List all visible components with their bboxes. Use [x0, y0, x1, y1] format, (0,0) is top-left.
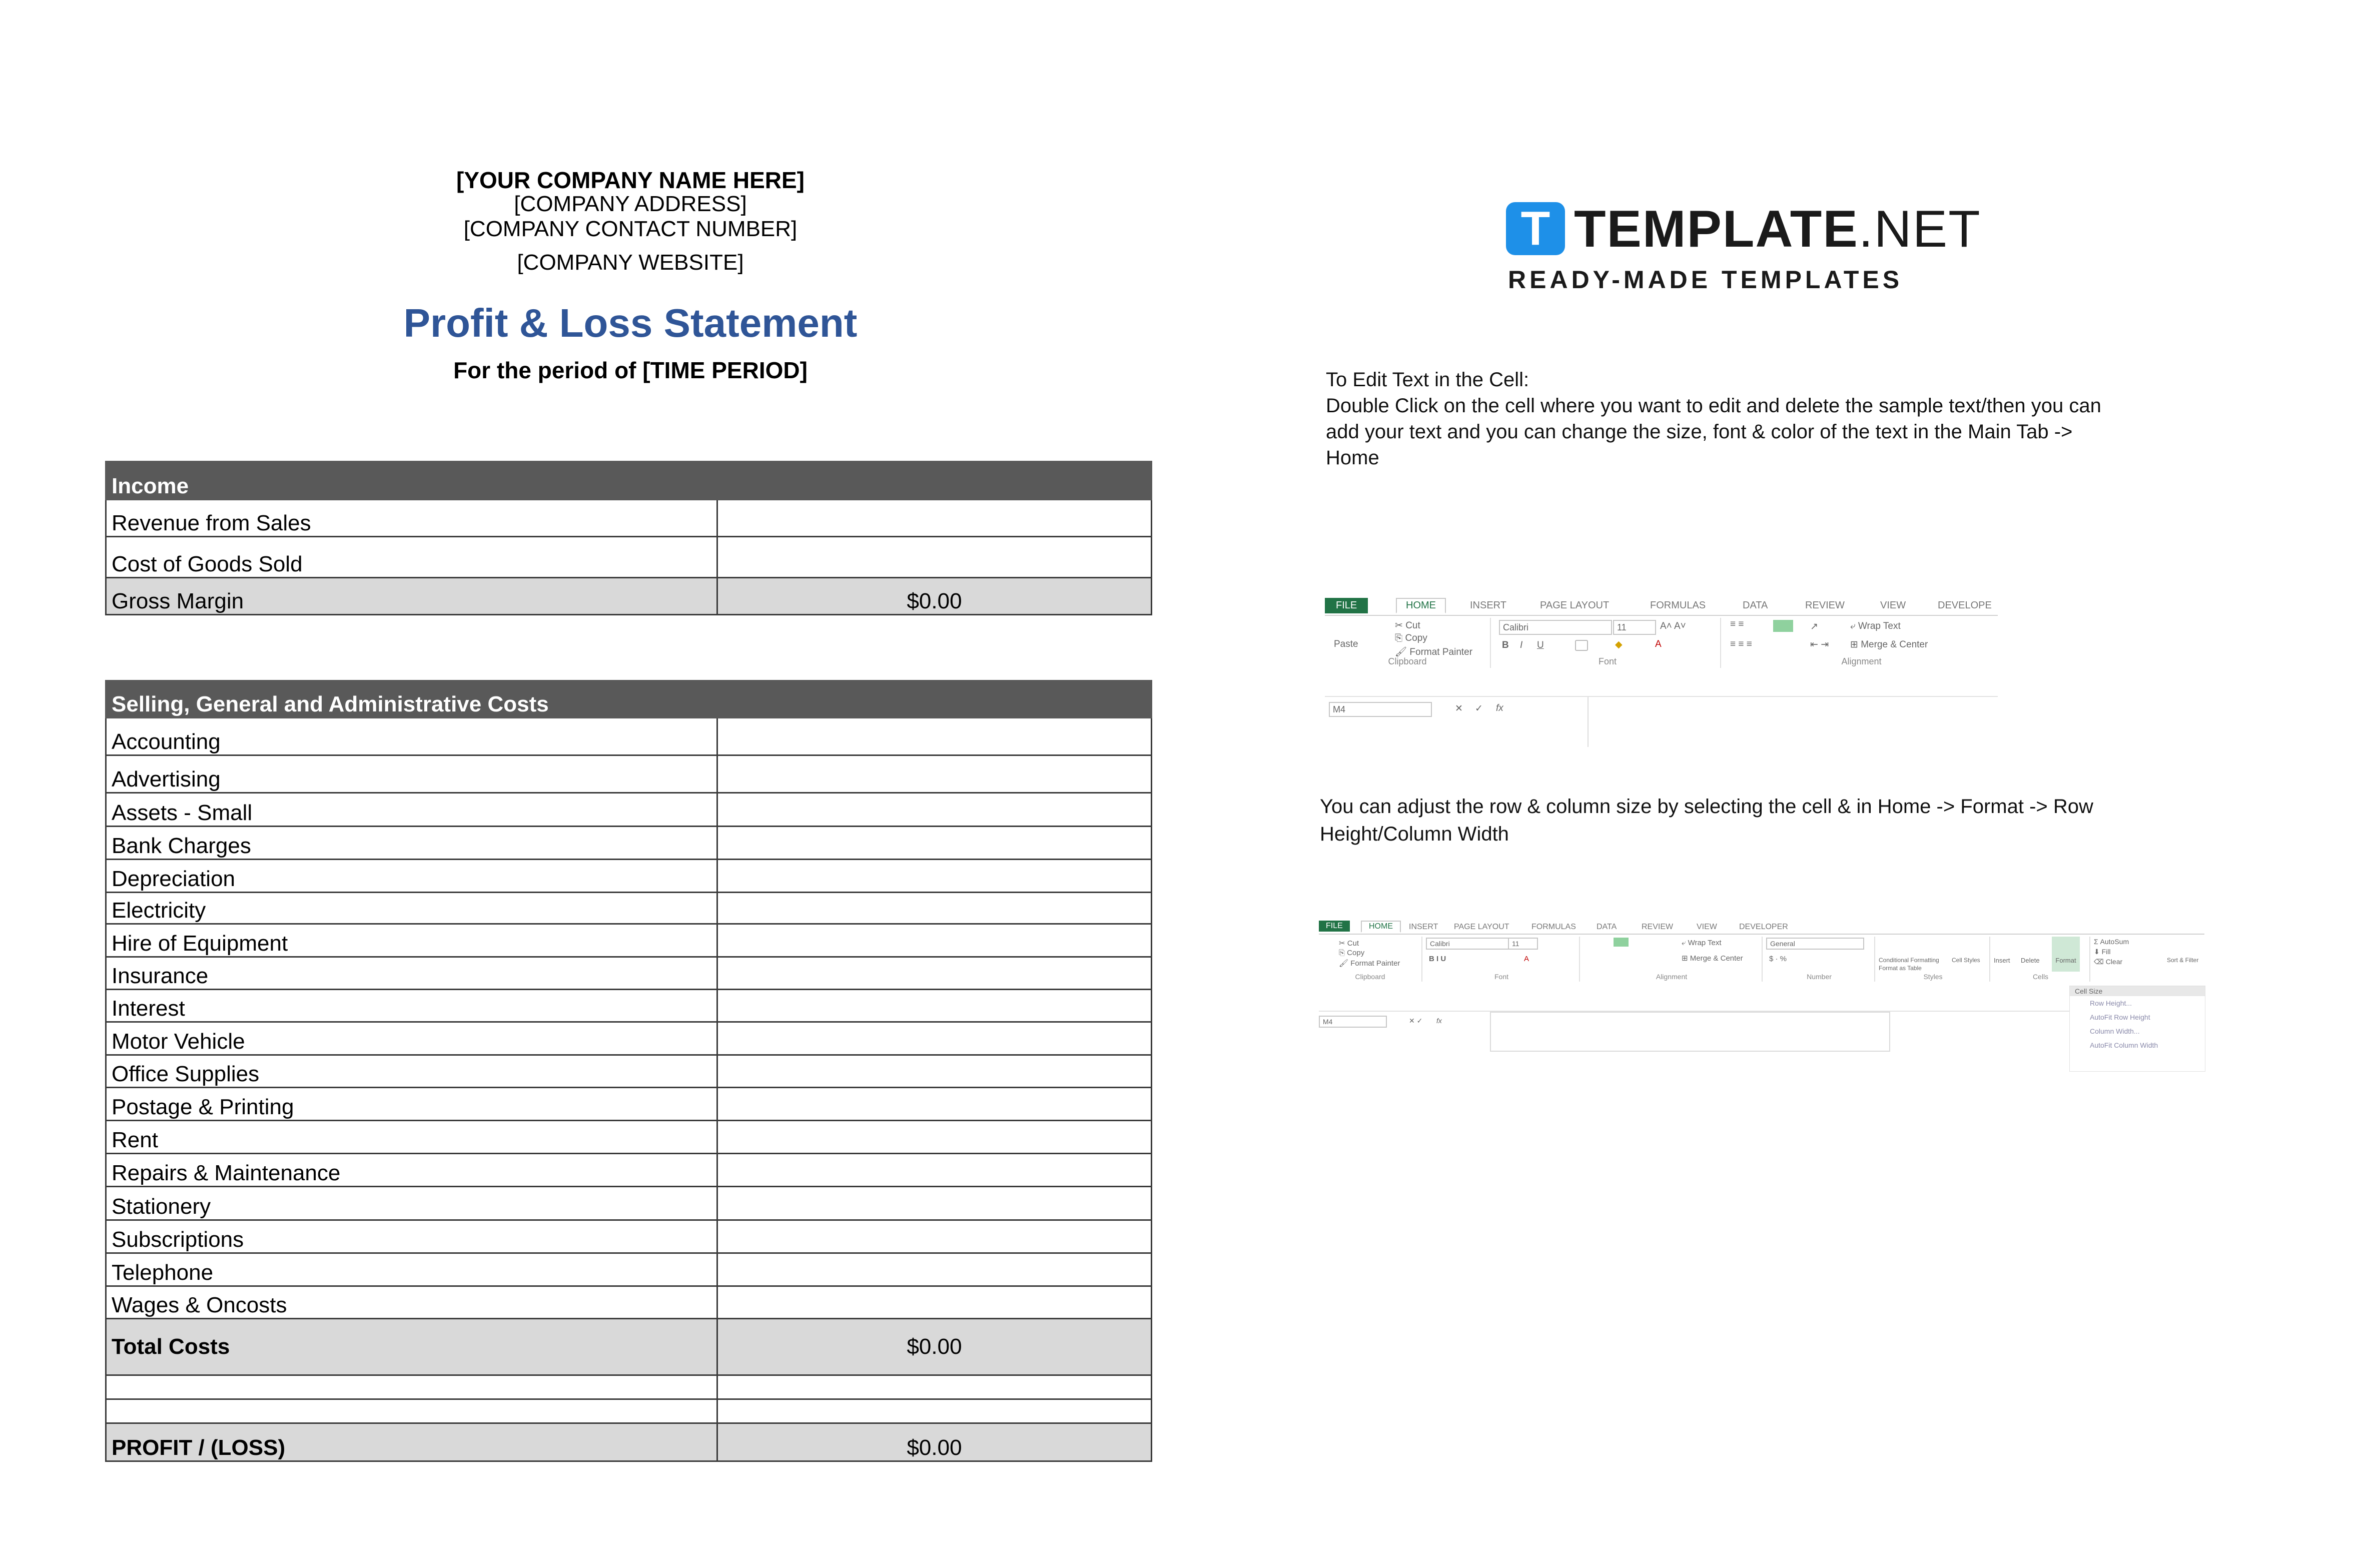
- ribbon-tab-developer[interactable]: DEVELOPER: [1739, 923, 1788, 931]
- ribbon-body: [1325, 618, 1998, 668]
- autosum-label: AutoSum: [2100, 938, 2129, 946]
- function-icon[interactable]: fx: [1436, 1017, 1442, 1025]
- wrap-text-button[interactable]: ⤶ Wrap Text: [1682, 939, 1722, 947]
- cell-styles-button[interactable]: Cell Styles: [1952, 957, 1980, 964]
- row-value[interactable]: [717, 860, 1152, 893]
- ribbon-group-styles: [1877, 937, 1990, 982]
- table-row: [106, 860, 1152, 893]
- format-as-table-button[interactable]: Format as Table: [1879, 965, 1922, 972]
- ribbon-screenshot-format: [1319, 921, 2204, 1076]
- group-label: Styles: [1923, 973, 1943, 981]
- row-value[interactable]: [717, 718, 1152, 755]
- row-label[interactable]: Accounting: [106, 718, 717, 755]
- profit-loss-value[interactable]: $0.00: [717, 1423, 1152, 1461]
- income-heading[interactable]: Income: [106, 462, 1152, 500]
- sort-filter-button[interactable]: Sort & Filter: [2167, 957, 2199, 964]
- menu-item-autofit-row-height[interactable]: AutoFit Row Height: [2090, 1013, 2150, 1021]
- ribbon-tab-file[interactable]: FILE: [1325, 598, 1368, 613]
- wrap-text-label: Wrap Text: [1688, 939, 1722, 947]
- ribbon-tab-data[interactable]: DATA: [1743, 600, 1768, 611]
- paste-button[interactable]: Paste: [1334, 639, 1358, 649]
- delete-cells-button[interactable]: Delete: [2021, 957, 2040, 964]
- resize-instructions-body: You can adjust the row & column size by selecting the cell & in Home -> Format -> Row Height/Column Width: [1320, 796, 2093, 845]
- blank-row: [106, 1399, 1152, 1423]
- bold-icon[interactable]: B I U: [1429, 955, 1446, 963]
- row-label[interactable]: Rent: [106, 1121, 717, 1154]
- table-row: [106, 537, 1152, 578]
- ribbon-tab-page-layout[interactable]: PAGE LAYOUT: [1454, 923, 1509, 931]
- income-table: [105, 461, 1152, 615]
- table-row: [106, 957, 1152, 990]
- gross-margin-row: [106, 578, 1152, 615]
- copy-label: Copy: [1347, 949, 1365, 957]
- blank-cell[interactable]: [106, 1375, 717, 1399]
- row-value[interactable]: [717, 1088, 1152, 1121]
- row-label[interactable]: Postage & Printing: [106, 1088, 717, 1121]
- company-address[interactable]: [COMPANY ADDRESS]: [514, 192, 747, 216]
- edit-instructions-title: To Edit Text in the Cell:: [1326, 369, 1529, 391]
- ribbon-tab-view[interactable]: VIEW: [1880, 600, 1906, 611]
- template-net-logo: [1506, 200, 1981, 300]
- ribbon-group-editing: [2092, 937, 2202, 982]
- blank-cell[interactable]: [106, 1399, 717, 1423]
- profit-loss-label[interactable]: PROFIT / (LOSS): [106, 1423, 717, 1461]
- table-row: [106, 1253, 1152, 1286]
- indent-icon[interactable]: ⇤ ⇥: [1810, 639, 1829, 650]
- cancel-icon[interactable]: ✕: [1455, 703, 1463, 714]
- ribbon-tab-page-layout[interactable]: PAGE LAYOUT: [1540, 600, 1610, 611]
- row-value[interactable]: [717, 1253, 1152, 1286]
- enter-icon[interactable]: ✓: [1475, 703, 1483, 714]
- wrap-text-label: Wrap Text: [1858, 621, 1901, 631]
- borders-icon[interactable]: [1575, 640, 1588, 651]
- row-value[interactable]: [717, 1286, 1152, 1319]
- name-box[interactable]: M4: [1319, 1016, 1387, 1028]
- table-row: [106, 755, 1152, 793]
- align-bottom-icon[interactable]: [1614, 938, 1629, 947]
- row-label[interactable]: Advertising: [106, 755, 717, 793]
- row-value[interactable]: [717, 1220, 1152, 1253]
- group-label: Number: [1807, 973, 1832, 981]
- clear-button[interactable]: ⌫ Clear: [2094, 958, 2123, 966]
- ribbon-tab-developer[interactable]: DEVELOPE: [1938, 600, 1992, 611]
- ribbon-tab-review[interactable]: REVIEW: [1642, 923, 1674, 931]
- gross-margin-value[interactable]: $0.00: [717, 578, 1152, 615]
- row-value[interactable]: [717, 1022, 1152, 1055]
- blank-row: [106, 1375, 1152, 1399]
- row-value[interactable]: [717, 924, 1152, 957]
- ribbon-tab-data[interactable]: DATA: [1597, 923, 1617, 931]
- ribbon-tab-view[interactable]: VIEW: [1697, 923, 1717, 931]
- group-label: Font: [1598, 656, 1617, 666]
- ribbon-tab-review[interactable]: REVIEW: [1805, 600, 1845, 611]
- currency-icon[interactable]: $ · %: [1769, 955, 1787, 963]
- ribbon-tab-home[interactable]: HOME: [1361, 921, 1401, 933]
- menu-item-row-height[interactable]: Row Height...: [2090, 999, 2132, 1007]
- table-row: [106, 1220, 1152, 1253]
- cut-label: Cut: [1405, 620, 1420, 631]
- table-row: [106, 1055, 1152, 1088]
- company-contact-number[interactable]: [COMPANY CONTACT NUMBER]: [463, 217, 798, 241]
- table-row: [106, 924, 1152, 957]
- copy-button[interactable]: ⎘ Copy: [1339, 949, 1365, 957]
- copy-button[interactable]: ⎘ Copy: [1395, 633, 1427, 643]
- table-row: [106, 1088, 1152, 1121]
- table-row: [106, 827, 1152, 860]
- page-title[interactable]: Profit & Loss Statement: [403, 301, 858, 345]
- fill-color-icon[interactable]: ◆: [1615, 639, 1623, 650]
- row-value[interactable]: [717, 1055, 1152, 1088]
- merge-center-label: Merge & Center: [1690, 954, 1743, 963]
- cut-label: Cut: [1347, 939, 1359, 948]
- menu-item-autofit-column-width[interactable]: AutoFit Column Width: [2090, 1041, 2158, 1049]
- row-value[interactable]: [717, 793, 1152, 827]
- row-value[interactable]: [717, 990, 1152, 1022]
- ribbon-body: [1319, 937, 2204, 982]
- group-label: Alignment: [1841, 656, 1882, 666]
- total-costs-value[interactable]: $0.00: [717, 1319, 1152, 1375]
- row-label[interactable]: Hire of Equipment: [106, 924, 717, 957]
- format-painter-label: Format Painter: [1409, 647, 1473, 657]
- orientation-icon[interactable]: ↗: [1810, 621, 1818, 632]
- align-top-icon[interactable]: ≡ ≡: [1730, 619, 1744, 629]
- row-label[interactable]: Revenue from Sales: [106, 500, 717, 537]
- costs-header-row: [106, 681, 1152, 718]
- wrap-text-button[interactable]: ⤶ Wrap Text: [1850, 621, 1901, 631]
- copy-label: Copy: [1405, 633, 1427, 643]
- format-painter-button[interactable]: 🖌 Format Painter: [1339, 959, 1400, 968]
- company-website[interactable]: [COMPANY WEBSITE]: [517, 250, 744, 275]
- number-format-select[interactable]: General: [1766, 938, 1864, 950]
- ribbon-tab-insert[interactable]: INSERT: [1470, 600, 1506, 611]
- format-painter-label: Format Painter: [1350, 959, 1400, 968]
- row-value[interactable]: [717, 755, 1152, 793]
- ribbon-tab-formulas[interactable]: FORMULAS: [1531, 923, 1576, 931]
- ribbon-tab-bar: [1325, 598, 1998, 616]
- format-dropdown-menu: [2069, 986, 2205, 1072]
- ribbon-tab-insert[interactable]: INSERT: [1409, 923, 1438, 931]
- row-value[interactable]: [717, 1154, 1152, 1187]
- grow-font-icon[interactable]: A˄ A˅: [1660, 621, 1686, 631]
- row-label[interactable]: Depreciation: [106, 860, 717, 893]
- ribbon-tab-bar: [1319, 921, 2204, 935]
- table-row: [106, 1187, 1152, 1220]
- menu-heading-cell-size: Cell Size: [2070, 986, 2205, 996]
- row-label[interactable]: Wages & Oncosts: [106, 1286, 717, 1319]
- autosum-button[interactable]: Σ AutoSum: [2094, 938, 2129, 946]
- ribbon-group-font: [1424, 937, 1580, 982]
- row-value[interactable]: [717, 893, 1152, 924]
- total-costs-label[interactable]: Total Costs: [106, 1319, 717, 1375]
- resize-instructions: [1320, 793, 2120, 848]
- merge-center-button[interactable]: ⊞ Merge & Center: [1682, 954, 1743, 963]
- cut-button[interactable]: ✂ Cut: [1395, 620, 1420, 631]
- edit-instructions-body: Double Click on the cell where you want to edit and delete the sample text/then you can add your text and you can change the size, font & color of the text in the Main Tab -> Home: [1326, 395, 2101, 469]
- table-row: [106, 500, 1152, 537]
- align-bottom-icon[interactable]: [1773, 620, 1793, 632]
- row-label[interactable]: Motor Vehicle: [106, 1022, 717, 1055]
- conditional-formatting-button[interactable]: Conditional Formatting: [1879, 957, 1939, 964]
- ribbon-tab-formulas[interactable]: FORMULAS: [1650, 600, 1706, 611]
- edit-instructions: [1326, 367, 2106, 471]
- table-row: [106, 1022, 1152, 1055]
- group-label: Clipboard: [1388, 656, 1427, 666]
- format-painter-button[interactable]: 🖌 Format Painter: [1395, 647, 1473, 657]
- table-row: [106, 1154, 1152, 1187]
- row-value[interactable]: [717, 957, 1152, 990]
- template-net-logo-icon: T: [1506, 202, 1565, 255]
- row-value[interactable]: [717, 827, 1152, 860]
- row-label[interactable]: Repairs & Maintenance: [106, 1154, 717, 1187]
- insert-cells-button[interactable]: Insert: [1994, 957, 2010, 964]
- font-color-icon[interactable]: A: [1524, 955, 1529, 963]
- profit-loss-row: [106, 1423, 1152, 1461]
- formula-input[interactable]: [1490, 1012, 1890, 1052]
- row-label[interactable]: Subscriptions: [106, 1220, 717, 1253]
- blank-cell[interactable]: [717, 1375, 1152, 1399]
- cancel-icon[interactable]: ✕ ✓: [1409, 1017, 1423, 1025]
- table-row: [106, 718, 1152, 755]
- group-label: Cells: [2032, 973, 2049, 981]
- row-value[interactable]: [717, 500, 1152, 537]
- ribbon-tab-file[interactable]: FILE: [1319, 921, 1350, 932]
- logo-word: TEMPLATE: [1574, 200, 1859, 258]
- table-row: [106, 1121, 1152, 1154]
- table-row: [106, 1286, 1152, 1319]
- ribbon-tab-home[interactable]: HOME: [1396, 598, 1446, 613]
- ribbon-screenshot-home: [1325, 598, 1998, 758]
- font-name-select[interactable]: Calibri: [1426, 938, 1509, 950]
- row-label[interactable]: Office Supplies: [106, 1055, 717, 1088]
- underline-icon[interactable]: U: [1537, 640, 1544, 650]
- row-label[interactable]: Telephone: [106, 1253, 717, 1286]
- merge-center-label: Merge & Center: [1861, 639, 1928, 650]
- bold-icon[interactable]: B: [1502, 640, 1509, 650]
- logo-tagline: READY-MADE TEMPLATES: [1508, 266, 1903, 294]
- ribbon-group-clipboard: [1319, 937, 1422, 982]
- company-name[interactable]: [YOUR COMPANY NAME HERE]: [456, 167, 805, 193]
- row-value[interactable]: [717, 1121, 1152, 1154]
- table-row: [106, 793, 1152, 827]
- function-icon[interactable]: fx: [1496, 703, 1503, 713]
- group-label: Alignment: [1656, 973, 1688, 981]
- row-label[interactable]: Assets - Small: [106, 793, 717, 827]
- menu-item-column-width[interactable]: Column Width...: [2090, 1027, 2140, 1035]
- logo-suffix: .NET: [1858, 200, 1981, 258]
- italic-icon[interactable]: I: [1520, 640, 1523, 650]
- gross-margin-label[interactable]: Gross Margin: [106, 578, 717, 615]
- logo-wordmark: [1574, 200, 1981, 258]
- ribbon-group-number: [1764, 937, 1875, 982]
- ribbon-group-alignment: [1582, 937, 1763, 982]
- cut-button[interactable]: ✂ Cut: [1339, 939, 1359, 948]
- font-size-select[interactable]: 11: [1508, 938, 1538, 950]
- income-header-row: [106, 462, 1152, 500]
- row-label[interactable]: Bank Charges: [106, 827, 717, 860]
- row-label[interactable]: Insurance: [106, 957, 717, 990]
- ribbon-group-clipboard: [1325, 618, 1491, 668]
- group-label: Font: [1494, 973, 1508, 981]
- row-label[interactable]: Stationery: [106, 1187, 717, 1220]
- merge-center-button[interactable]: ⊞ Merge & Center: [1850, 639, 1928, 650]
- costs-heading[interactable]: Selling, General and Administrative Costs: [106, 681, 1152, 718]
- align-left-icon[interactable]: ≡ ≡ ≡: [1730, 639, 1752, 649]
- table-row: [106, 893, 1152, 924]
- row-label[interactable]: Electricity: [106, 893, 717, 924]
- ribbon-group-font: [1495, 618, 1721, 668]
- costs-table: [105, 680, 1152, 1462]
- name-box[interactable]: M4: [1329, 702, 1432, 717]
- font-color-icon[interactable]: A: [1655, 639, 1662, 649]
- group-label: Clipboard: [1355, 973, 1385, 981]
- total-costs-row: [106, 1319, 1152, 1375]
- statement-period[interactable]: For the period of [TIME PERIOD]: [453, 357, 808, 383]
- font-size-select[interactable]: 11: [1613, 620, 1656, 635]
- fill-button[interactable]: ⬇ Fill: [2094, 948, 2111, 956]
- table-row: [106, 990, 1152, 1022]
- row-value[interactable]: [717, 537, 1152, 578]
- formula-bar: [1325, 696, 1998, 732]
- clear-label: Clear: [2105, 958, 2123, 966]
- ribbon-group-cells: [1992, 937, 2090, 982]
- format-cells-button[interactable]: Format: [2052, 937, 2080, 972]
- ribbon-group-alignment: [1725, 618, 1998, 668]
- row-value[interactable]: [717, 1187, 1152, 1220]
- formula-divider: [1588, 697, 1589, 747]
- fill-label: Fill: [2101, 948, 2111, 956]
- font-name-select[interactable]: Calibri: [1499, 620, 1612, 635]
- row-label[interactable]: Cost of Goods Sold: [106, 537, 717, 578]
- row-label[interactable]: Interest: [106, 990, 717, 1022]
- blank-cell[interactable]: [717, 1399, 1152, 1423]
